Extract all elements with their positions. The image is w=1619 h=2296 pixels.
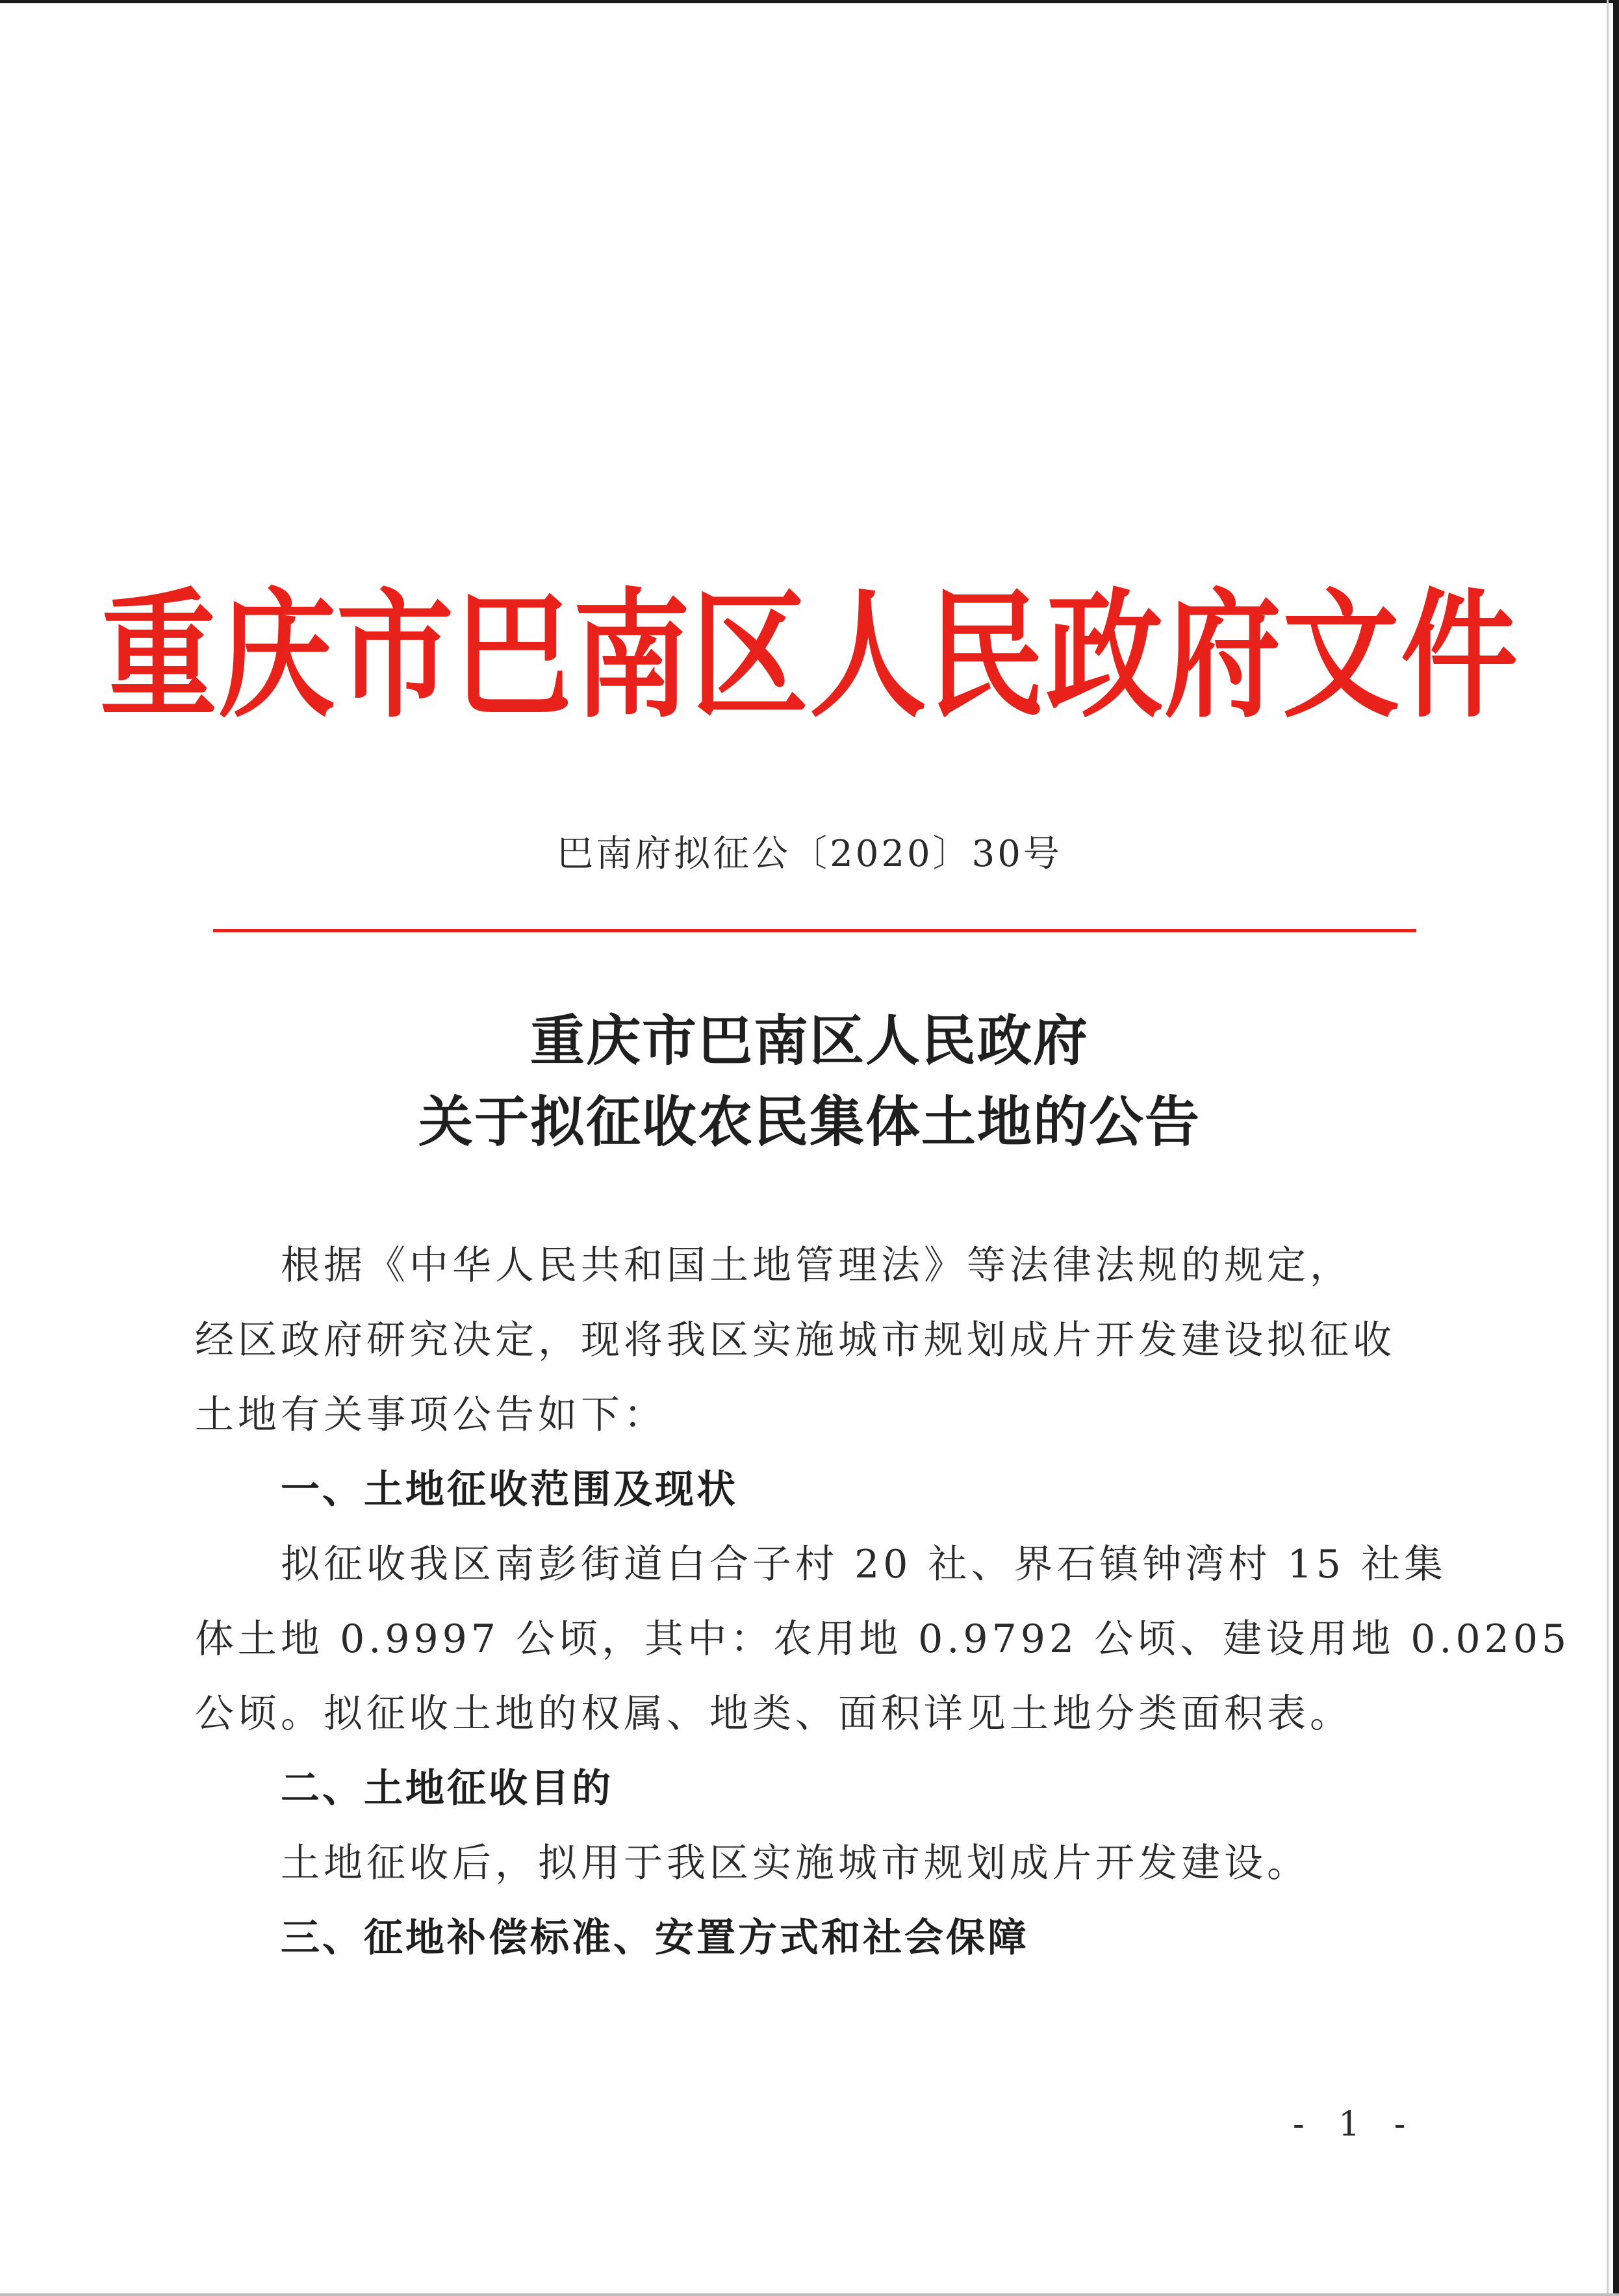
document-title-line2: 关于拟征收农民集体土地的公告: [418, 1090, 1201, 1154]
section-2-line-1: 土地征收后，拟用于我区实施城市规划成片开发建设。: [281, 1841, 1310, 1886]
intro-line-1: 根据《中华人民共和国土地管理法》等法律法规的规定，: [281, 1243, 1353, 1288]
scan-edge-top: [0, 0, 1619, 3]
section-1-heading: 一、土地征收范围及现状: [281, 1467, 738, 1512]
section-1-line-2: 体土地 0.9997 公顷，其中：农用地 0.9792 公顷、建设用地 0.0205: [195, 1616, 1571, 1662]
document-number: 巴南府拟征公〔2020〕30号: [557, 833, 1062, 875]
section-1-line-1: 拟征收我区南彭街道白合子村 20 社、界石镇钟湾村 15 社集: [281, 1542, 1447, 1587]
intro-line-3: 土地有关事项公告如下：: [195, 1392, 667, 1438]
scan-edge-bottom: [0, 2293, 1619, 2296]
intro-line-2: 经区政府研究决定，现将我区实施城市规划成片开发建设拟征收: [195, 1318, 1396, 1363]
page-number: - 1 -: [1293, 2105, 1418, 2144]
red-separator-line: [213, 929, 1416, 932]
section-2-heading: 二、土地征收目的: [281, 1766, 613, 1811]
section-3-heading: 三、征地补偿标准、安置方式和社会保障: [281, 1915, 1029, 1961]
issuer-red-header: 重庆市巴南区人民政府文件: [99, 574, 1519, 737]
document-title-line1: 重庆市巴南区人民政府: [529, 1008, 1089, 1073]
section-1-line-3: 公顷。拟征收土地的权属、地类、面积详见土地分类面积表。: [195, 1691, 1353, 1737]
